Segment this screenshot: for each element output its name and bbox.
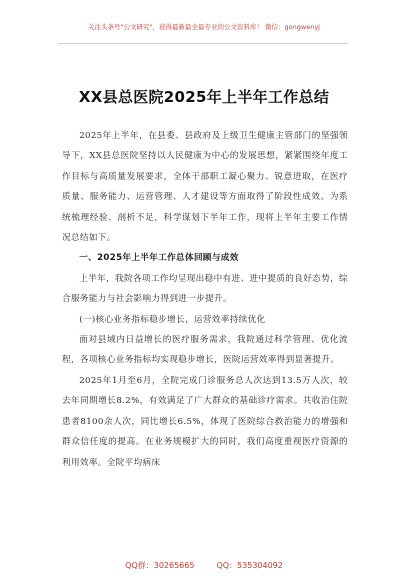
header-divider <box>58 43 348 44</box>
footer-qq: QQ：535304092 <box>216 561 283 570</box>
overview-paragraph: 上半年，我院各项工作均呈现出稳中有进、进中提质的良好态势，综合服务能力与社会影响力得到进一步提升。 <box>62 273 348 305</box>
operations-paragraph: 面对县域内日益增长的医疗服务需求，我院通过科学管理、优化流程，各项核心业务指标均实现稳步增长，医院运营效率得到显著提升。 <box>62 335 348 366</box>
footer-contact <box>0 560 408 571</box>
intro-paragraph: 2025年上半年，在县委、县政府及上级卫生健康主管部门的坚强领导下，XX县总医院坚持以人民健康为中心的发展思想，紧紧围绕年度工作目标与高质量发展要求，全体干部职工凝心聚力、锐意进取，在医疗质量、服务能力、运营管理、人才建设等方面取得了阶段性成效。为系统梳理经验、剖析不足，科学谋划下半年工作，现将上半年主要工作情况总结如下。 <box>62 131 348 244</box>
section-heading: 一、2025年上半年工作总体回顾与成效 <box>79 253 239 264</box>
footer-qq-group: QQ群：30265665 <box>125 561 195 570</box>
statistics-paragraph: 2025年1月至6月，全院完成门诊服务总人次达到13.5万人次，较去年同期增长8.2%，有效满足了广大群众的基础诊疗需求。共收治住院患者8100余人次，同比增长6.5%，体现了医院综合救治能力的增强和群众信任度的提高。在业务规模扩大的同时，我们高度重视医疗资源的利用效率。全院平均病床 <box>62 375 348 468</box>
header-banner: 关注头条号"公文研究"，获得最新最全最专业的公文资料库！ 微信：gongwenyj <box>88 23 320 31</box>
document-title: XX县总医院2025年上半年工作总结 <box>78 88 330 106</box>
document-body <box>62 126 348 473</box>
subsection-heading: (一)核心业务指标稳步增长，运营效率持续优化 <box>79 314 266 325</box>
